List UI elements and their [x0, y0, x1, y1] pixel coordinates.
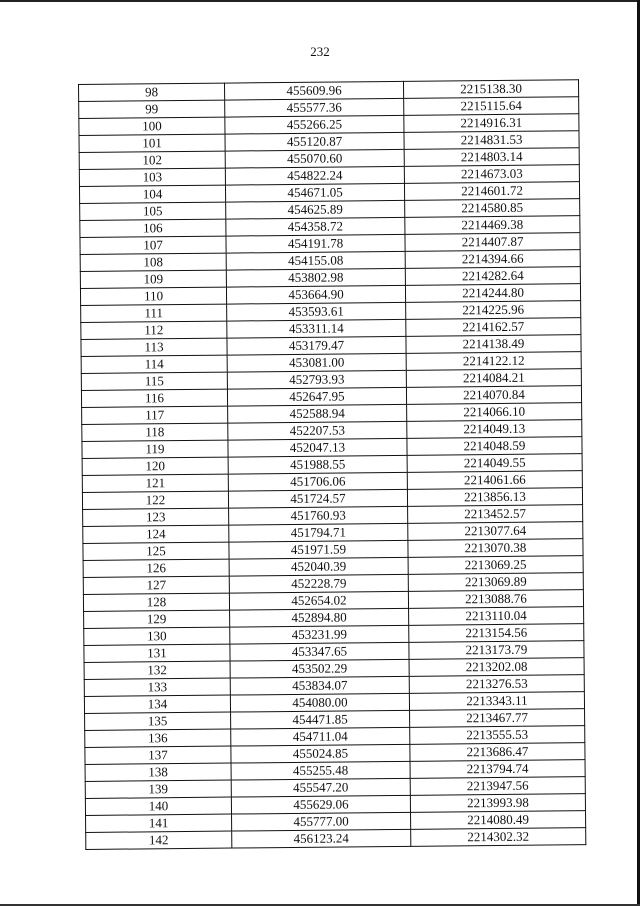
point-number-cell: 136 [85, 729, 231, 747]
point-number-cell: 123 [83, 508, 229, 526]
x-coordinate-cell: 455120.87 [225, 132, 404, 151]
point-number-cell: 119 [82, 440, 228, 458]
x-coordinate-cell: 452588.94 [228, 404, 407, 423]
point-number-cell: 118 [82, 423, 228, 441]
point-number-cell: 100 [79, 117, 225, 135]
y-coordinate-cell: 2214070.84 [406, 386, 581, 405]
x-coordinate-cell: 454471.85 [231, 710, 410, 729]
y-coordinate-cell: 2213088.76 [408, 590, 583, 609]
y-coordinate-cell: 2214061.66 [407, 471, 582, 490]
point-number-cell: 116 [81, 389, 227, 407]
x-coordinate-cell: 454155.08 [226, 251, 405, 270]
y-coordinate-cell: 2213069.25 [408, 556, 583, 575]
x-coordinate-cell: 455266.25 [225, 115, 404, 134]
y-coordinate-cell: 2214601.72 [404, 182, 579, 201]
y-coordinate-cell: 2214580.85 [405, 199, 580, 218]
x-coordinate-cell: 451760.93 [229, 506, 408, 525]
y-coordinate-cell: 2214225.96 [406, 301, 581, 320]
coordinate-table-body [79, 80, 586, 850]
point-number-cell: 110 [80, 287, 226, 305]
y-coordinate-cell: 2213154.56 [409, 624, 584, 643]
point-number-cell: 113 [81, 338, 227, 356]
point-number-cell: 124 [83, 525, 229, 543]
y-coordinate-cell: 2213947.56 [410, 777, 585, 796]
y-coordinate-cell: 2213173.79 [409, 641, 584, 660]
point-number-cell: 102 [79, 151, 225, 169]
y-coordinate-cell: 2214831.53 [404, 131, 579, 150]
point-number-cell: 134 [84, 695, 230, 713]
y-coordinate-cell: 2213069.89 [408, 573, 583, 592]
point-number-cell: 111 [81, 304, 227, 322]
y-coordinate-cell: 2214049.55 [407, 454, 582, 473]
point-number-cell: 130 [84, 627, 230, 645]
x-coordinate-cell: 455629.06 [231, 795, 410, 814]
x-coordinate-cell: 451988.55 [228, 455, 407, 474]
x-coordinate-cell: 451724.57 [228, 489, 407, 508]
x-coordinate-cell: 453593.61 [227, 302, 406, 321]
y-coordinate-cell: 2213276.53 [409, 675, 584, 694]
x-coordinate-cell: 454191.78 [226, 234, 405, 253]
x-coordinate-cell: 451794.71 [229, 523, 408, 542]
y-coordinate-cell: 2214122.12 [406, 352, 581, 371]
y-coordinate-cell: 2213343.11 [409, 692, 584, 711]
x-coordinate-cell: 451971.59 [229, 540, 408, 559]
y-coordinate-cell: 2215115.64 [404, 97, 579, 116]
y-coordinate-cell: 2214803.14 [404, 148, 579, 167]
point-number-cell: 131 [84, 644, 230, 662]
y-coordinate-cell: 2214138.49 [406, 335, 581, 354]
scan-edge-top [0, 0, 640, 2]
x-coordinate-cell: 453347.65 [230, 642, 409, 661]
y-coordinate-cell: 2214302.32 [411, 828, 586, 847]
point-number-cell: 126 [83, 559, 229, 577]
x-coordinate-cell: 454625.89 [226, 200, 405, 219]
point-number-cell: 139 [85, 780, 231, 798]
point-number-cell: 120 [82, 457, 228, 475]
y-coordinate-cell: 2213794.74 [410, 760, 585, 779]
x-coordinate-cell: 454711.04 [231, 727, 410, 746]
x-coordinate-cell: 455777.00 [232, 812, 411, 831]
y-coordinate-cell: 2215138.30 [403, 80, 578, 99]
point-number-cell: 129 [84, 610, 230, 628]
x-coordinate-cell: 455547.20 [231, 778, 410, 797]
coordinate-table [78, 79, 586, 850]
point-number-cell: 101 [79, 134, 225, 152]
point-number-cell: 115 [81, 372, 227, 390]
point-number-cell: 108 [80, 253, 226, 271]
point-number-cell: 125 [83, 542, 229, 560]
x-coordinate-cell: 452228.79 [229, 574, 408, 593]
x-coordinate-cell: 452654.02 [229, 591, 408, 610]
point-number-cell: 103 [79, 168, 225, 186]
x-coordinate-cell: 452040.39 [229, 557, 408, 576]
y-coordinate-cell: 2213993.98 [410, 794, 585, 813]
y-coordinate-cell: 2214469.38 [405, 216, 580, 235]
y-coordinate-cell: 2214407.87 [405, 233, 580, 252]
y-coordinate-cell: 2213077.64 [408, 522, 583, 541]
point-number-cell: 104 [79, 185, 225, 203]
point-number-cell: 105 [80, 202, 226, 220]
x-coordinate-cell: 455070.60 [225, 149, 404, 168]
x-coordinate-cell: 455609.96 [224, 81, 403, 100]
x-coordinate-cell: 453834.07 [230, 676, 409, 695]
point-number-cell: 127 [83, 576, 229, 594]
y-coordinate-cell: 2214916.31 [404, 114, 579, 133]
point-number-cell: 112 [81, 321, 227, 339]
y-coordinate-cell: 2214673.03 [404, 165, 579, 184]
y-coordinate-cell: 2214162.57 [406, 318, 581, 337]
point-number-cell: 109 [80, 270, 226, 288]
x-coordinate-cell: 454080.00 [230, 693, 409, 712]
y-coordinate-cell: 2214080.49 [411, 811, 586, 830]
x-coordinate-cell: 452047.13 [228, 438, 407, 457]
x-coordinate-cell: 453231.99 [230, 625, 409, 644]
y-coordinate-cell: 2213555.53 [410, 726, 585, 745]
y-coordinate-cell: 2214048.59 [407, 437, 582, 456]
x-coordinate-cell: 453802.98 [226, 268, 405, 287]
page-number: 232 [310, 44, 330, 59]
x-coordinate-cell: 454822.24 [225, 166, 404, 185]
x-coordinate-cell: 452793.93 [227, 370, 406, 389]
y-coordinate-cell: 2213452.57 [408, 505, 583, 524]
point-number-cell: 141 [86, 814, 232, 832]
x-coordinate-cell: 455255.48 [231, 761, 410, 780]
point-number-cell: 142 [86, 831, 232, 849]
y-coordinate-cell: 2214066.10 [407, 403, 582, 422]
x-coordinate-cell: 454358.72 [226, 217, 405, 236]
y-coordinate-cell: 2214394.66 [405, 250, 580, 269]
y-coordinate-cell: 2213110.04 [409, 607, 584, 626]
point-number-cell: 107 [80, 236, 226, 254]
x-coordinate-cell: 451706.06 [228, 472, 407, 491]
x-coordinate-cell: 452207.53 [228, 421, 407, 440]
point-number-cell: 121 [82, 474, 228, 492]
x-coordinate-cell: 453502.29 [230, 659, 409, 678]
point-number-cell: 99 [79, 100, 225, 118]
y-coordinate-cell: 2214084.21 [406, 369, 581, 388]
point-number-cell: 117 [82, 406, 228, 424]
x-coordinate-cell: 455024.85 [231, 744, 410, 763]
x-coordinate-cell: 453311.14 [227, 319, 406, 338]
x-coordinate-cell: 452894.80 [230, 608, 409, 627]
point-number-cell: 106 [80, 219, 226, 237]
x-coordinate-cell: 454671.05 [225, 183, 404, 202]
x-coordinate-cell: 456123.24 [232, 829, 411, 848]
point-number-cell: 98 [79, 83, 225, 101]
point-number-cell: 128 [83, 593, 229, 611]
y-coordinate-cell: 2213467.77 [410, 709, 585, 728]
point-number-cell: 133 [84, 678, 230, 696]
y-coordinate-cell: 2213856.13 [407, 488, 582, 507]
x-coordinate-cell: 455577.36 [225, 98, 404, 117]
x-coordinate-cell: 453081.00 [227, 353, 406, 372]
coordinate-table-container [78, 79, 585, 850]
y-coordinate-cell: 2213070.38 [408, 539, 583, 558]
point-number-cell: 140 [85, 797, 231, 815]
y-coordinate-cell: 2214049.13 [407, 420, 582, 439]
y-coordinate-cell: 2214244.80 [405, 284, 580, 303]
point-number-cell: 114 [81, 355, 227, 373]
point-number-cell: 137 [85, 746, 231, 764]
x-coordinate-cell: 453179.47 [227, 336, 406, 355]
y-coordinate-cell: 2213202.08 [409, 658, 584, 677]
point-number-cell: 135 [85, 712, 231, 730]
x-coordinate-cell: 452647.95 [227, 387, 406, 406]
point-number-cell: 122 [82, 491, 228, 509]
point-number-cell: 138 [85, 763, 231, 781]
x-coordinate-cell: 453664.90 [226, 285, 405, 304]
y-coordinate-cell: 2213686.47 [410, 743, 585, 762]
point-number-cell: 132 [84, 661, 230, 679]
y-coordinate-cell: 2214282.64 [405, 267, 580, 286]
